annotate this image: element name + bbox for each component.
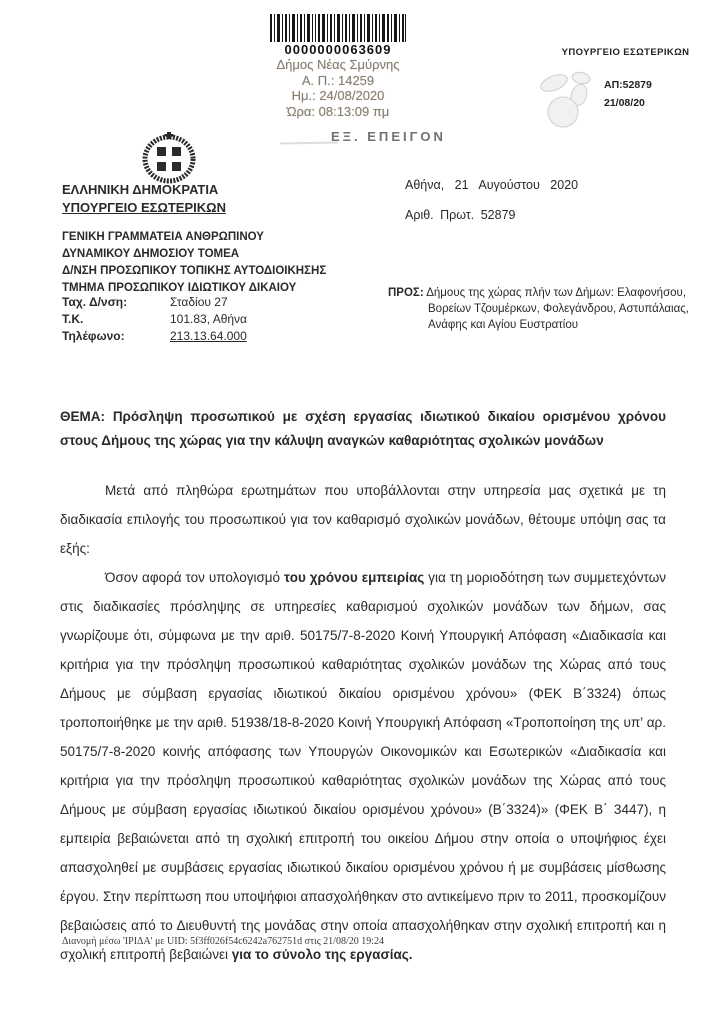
- body-paragraph-2: [60, 563, 666, 969]
- barcode-number: 0000000063609: [284, 42, 392, 57]
- faded-pen-line: [280, 141, 338, 144]
- distribution-footer: Διανομή μέσω 'ΙΡΙΔΑ' με UID: 5f3ff026f54c6242a762751d στις 21/08/20 19:24: [62, 936, 385, 947]
- contact-row: [62, 328, 247, 345]
- letterhead-ministry: ΥΠΟΥΡΓΕΙΟ ΕΣΩΤΕΡΙΚΩΝ: [62, 200, 226, 215]
- letterhead-dept-line: Δ/ΝΣΗ ΠΡΟΣΩΠΙΚΟΥ ΤΟΠΙΚΗΣ ΑΥΤΟΔΙΟΙΚΗΣΗΣ: [62, 265, 327, 277]
- subject-block: [60, 405, 666, 453]
- letterhead-dept-line: ΔΥΝΑΜΙΚΟΥ ΔΗΜΟΣΙΟΥ ΤΟΜΕΑ: [62, 248, 240, 260]
- letterhead-country: ΕΛΛΗΝΙΚΗ ΔΗΜΟΚΡΑΤΙΑ: [62, 182, 219, 197]
- contact-value: 101.83, Αθήνα: [170, 312, 247, 326]
- contact-value: Σταδίου 27: [170, 295, 228, 309]
- contact-phone: 213.13.64.000: [170, 329, 247, 343]
- contact-label: Τ.Κ.: [62, 312, 84, 326]
- reference-protocol: Αριθ. Πρωτ. 52879: [405, 208, 516, 222]
- ministry-stamp-date: 21/08/20: [604, 97, 645, 109]
- urgency-marking: ΕΞ. ΕΠΕΙΓΟΝ: [331, 129, 446, 144]
- ministry-stamp-title: ΥΠΟΥΡΓΕΙΟ ΕΣΩΤΕΡΙΚΩΝ: [561, 47, 690, 58]
- recipient-text: Δήμους της χώρας πλήν των Δήμων: Ελαφονήσου, Βορείων Τζουμέρκων, Φολεγάνδρου, Αστυπάλαιας, Ανάφης και Αγίου Ευστρατίου: [426, 287, 689, 331]
- body-paragraph-1: Μετά από πληθώρα ερωτημάτων που υποβάλλονται στην υπηρεσία μας σχετικά με τη διαδικασία επιλογής του προσωπικού για τον καθαρισμό σχολικών μονάδων, θέτουμε υπόψη σας τα εξής:: [60, 483, 666, 556]
- ministry-logo-icon: [536, 70, 606, 132]
- letterhead-dept-line: ΓΕΝΙΚΗ ΓΡΑΜΜΑΤΕΙΑ ΑΝΘΡΩΠΙΝΟΥ: [62, 231, 264, 243]
- para2-seg3: για τη μοριοδότηση των συμμετεχόντων στις διαδικασίες πρόσληψης σε υπηρεσίες καθαρισμού σχολικών μονάδων των δήμων, σας γνωρίζουμε ότι, σύμφωνα με την αριθ. 50175/7-8-2020 Κοινή Υπουργική Απόφαση «Διαδικασία και κριτήρια για την πρόσληψη προσωπικού καθαριότητας σχολικών μονάδων της Χώρας από τους Δήμους με σύμβαση εργασίας ιδιωτικού δικαίου ορισμένου χρόνου» (ΦΕΚ Β΄3324) όπως τροποποιήθηκε με την αριθ. 51938/18-8-2020 Κοινή Υπουργική Απόφαση «Τροποποίηση της υπ’ αρ. 50175/7-8-2020 κοινής απόφασης των Υπουργών Οικονομικών και Εσωτερικών «Διαδικασία και κριτήρια για την πρόσληψη προσωπικού καθαριότητας σχολικών μονάδων της Χώρας από τους Δήμους με σύμβαση εργασίας ιδιωτικού δικαίου ορισμένου χρόνου» (Β΄3324)» (ΦΕΚ Β΄ 3447), η εμπειρία βεβαιώνεται από τη σχολική επιτροπή του οικείου Δήμου στην οποία ο υποψήφιος έχει απασχοληθεί με συμβάσεις εργασίας ιδιωτικού δικαίου ορισμένου χρόνου ή με συμβάσεις μίσθωσης έργου. Στην περίπτωση που υποψήφιοι απασχολήθηκαν στο αντικείμενο πριν το 2011, προσκομίζουν βεβαιώσεις από το Διευθυντή της μονάδας στην οποία απασχολήθηκαν στην σχολική επιτροπή και η σχολική επιτροπή βεβαιώνει: [60, 570, 666, 962]
- para2-bold-experience: του χρόνου εμπειρίας: [284, 570, 425, 585]
- contact-block: [62, 294, 247, 345]
- intake-stamp-org: Δήμος Νέας Σμύρνης: [276, 57, 400, 72]
- intake-stamp: [248, 57, 428, 119]
- intake-stamp-time: Ώρα: 08:13:09 πμ: [286, 103, 390, 119]
- intake-stamp-date: Ημ.: 24/08/2020: [291, 88, 385, 103]
- intake-stamp-protocol: Α. Π.: 14259: [301, 72, 375, 88]
- para2-seg1: Όσον αφορά τον υπολογισμό: [105, 570, 285, 585]
- letterhead-departments: [62, 229, 326, 297]
- para2-bold-total-work: για το σύνολο της εργασίας.: [231, 947, 413, 962]
- recipient-block: [388, 285, 720, 333]
- contact-label: Ταχ. Δ/νση:: [62, 295, 128, 309]
- reference-city-date: Αθήνα, 21 Αυγούστου 2020: [405, 178, 579, 192]
- recipient-label: ΠΡΟΣ:: [388, 287, 424, 299]
- contact-row: [62, 294, 247, 311]
- subject-label: ΘΕΜΑ:: [60, 409, 105, 424]
- subject-text: Πρόσληψη προσωπικού με σχέση εργασίας ιδιωτικού δικαίου ορισμένου χρόνου στους Δήμους της χώρας για την κάλυψη αναγκών καθαριότητας σχολικών μονάδων: [60, 409, 666, 448]
- contact-row: [62, 311, 247, 328]
- barcode-icon: [270, 14, 406, 42]
- contact-label: Τηλέφωνο:: [62, 329, 125, 343]
- ministry-stamp-protocol: ΑΠ:52879: [604, 79, 652, 91]
- letterhead-dept-line: ΤΜΗΜΑ ΠΡΟΣΩΠΙΚΟΥ ΙΔΙΩΤΙΚΟΥ ΔΙΚΑΙΟΥ: [62, 282, 297, 294]
- greek-coat-of-arms-icon: [138, 132, 200, 184]
